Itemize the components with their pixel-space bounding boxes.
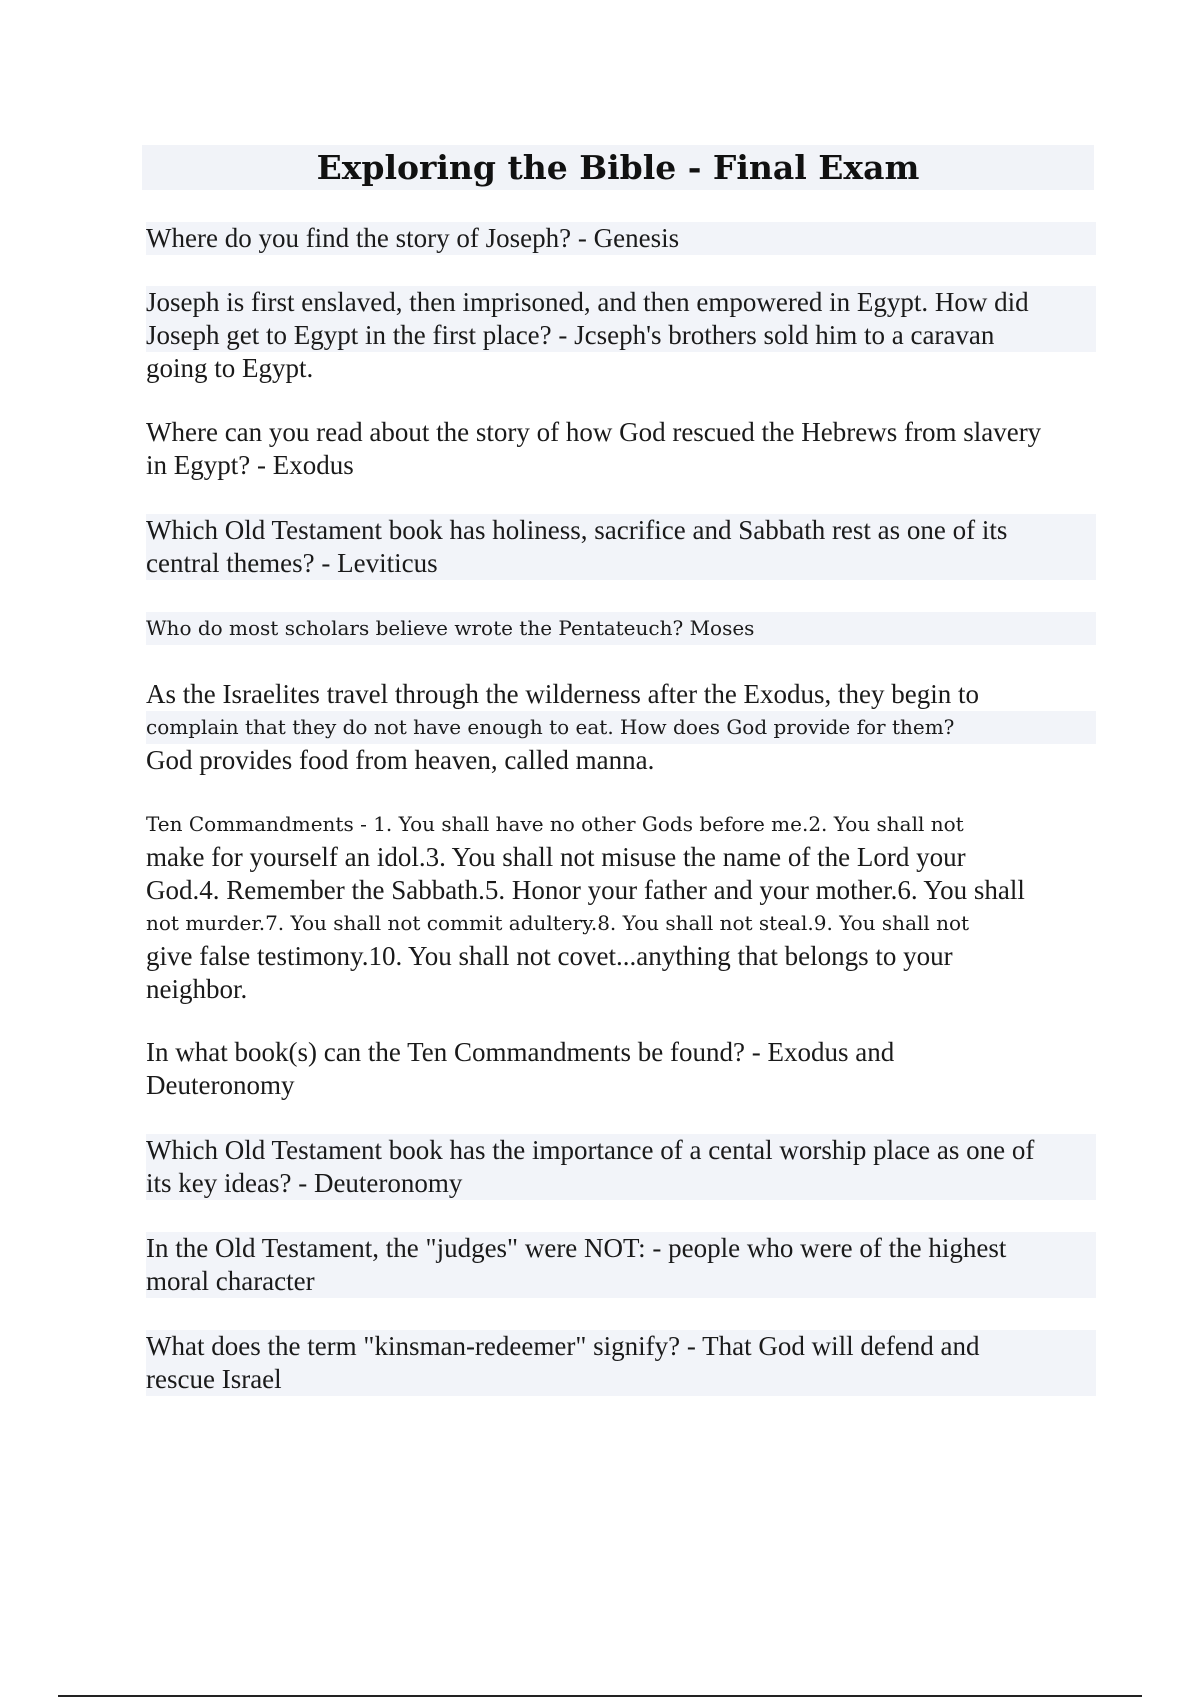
qa-item-manna xyxy=(146,678,1096,777)
qa-line: God.4. Remember the Sabbath.5. Honor your father and your mother.6. You shall xyxy=(146,875,1025,905)
qa-line: Which Old Testament book has the importance of a cental worship place as one of xyxy=(146,1134,1096,1167)
qa-item-ten-commandments xyxy=(146,808,1096,1006)
qa-line: Who do most scholars believe wrote the Pentateuch? Moses xyxy=(146,612,1096,645)
qa-line: its key ideas? - Deuteronomy xyxy=(146,1167,1096,1200)
qa-line: central themes? - Leviticus xyxy=(146,547,1096,580)
qa-line: Where do you find the story of Joseph? - Genesis xyxy=(146,222,1096,255)
bottom-divider xyxy=(58,1695,1142,1697)
qa-line: Which Old Testament book has holiness, sacrifice and Sabbath rest as one of its xyxy=(146,514,1096,547)
qa-line: complain that they do not have enough to eat. How does God provide for them? xyxy=(146,711,1096,744)
qa-item-commandments-books xyxy=(146,1036,1096,1102)
qa-line: In the Old Testament, the "judges" were NOT: - people who were of the highest xyxy=(146,1232,1096,1265)
qa-item-exodus-rescue xyxy=(146,416,1096,482)
qa-line: Joseph get to Egypt in the first place? - Jcseph's brothers sold him to a caravan xyxy=(146,319,1096,352)
qa-line: Joseph is first enslaved, then imprisoned, and then empowered in Egypt. How did xyxy=(146,286,1096,319)
qa-item-leviticus xyxy=(146,514,1096,580)
qa-line: What does the term "kinsman-redeemer" signify? - That God will defend and xyxy=(146,1330,1096,1363)
qa-line: rescue Israel xyxy=(146,1363,1096,1396)
qa-line: give false testimony.10. You shall not covet...anything that belongs to your xyxy=(146,941,953,971)
qa-item-kinsman-redeemer xyxy=(146,1330,1096,1396)
qa-line: neighbor. xyxy=(146,974,248,1004)
qa-line: in Egypt? - Exodus xyxy=(146,450,354,480)
qa-line: going to Egypt. xyxy=(146,353,314,383)
title-banner xyxy=(142,145,1094,190)
page-title: Exploring the Bible - Final Exam xyxy=(316,148,920,187)
qa-line: Ten Commandments - 1. You shall have no other Gods before me.2. You shall not xyxy=(146,812,964,836)
qa-line: Where can you read about the story of how God rescued the Hebrews from slavery xyxy=(146,417,1042,447)
qa-line: not murder.7. You shall not commit adultery.8. You shall not steal.9. You shall not xyxy=(146,911,970,935)
qa-line: Deuteronomy xyxy=(146,1070,295,1100)
qa-item-pentateuch xyxy=(146,612,1096,645)
qa-item-central-worship xyxy=(146,1134,1096,1200)
qa-line: God provides food from heaven, called manna. xyxy=(146,745,655,775)
qa-item-joseph-egypt xyxy=(146,286,1096,385)
qa-item-joseph-location xyxy=(146,222,1096,255)
qa-line: moral character xyxy=(146,1265,1096,1298)
qa-line: In what book(s) can the Ten Commandments be found? - Exodus and xyxy=(146,1037,895,1067)
qa-line: As the Israelites travel through the wilderness after the Exodus, they begin to xyxy=(146,679,980,709)
qa-line: make for yourself an idol.3. You shall not misuse the name of the Lord your xyxy=(146,842,966,872)
qa-item-judges xyxy=(146,1232,1096,1298)
